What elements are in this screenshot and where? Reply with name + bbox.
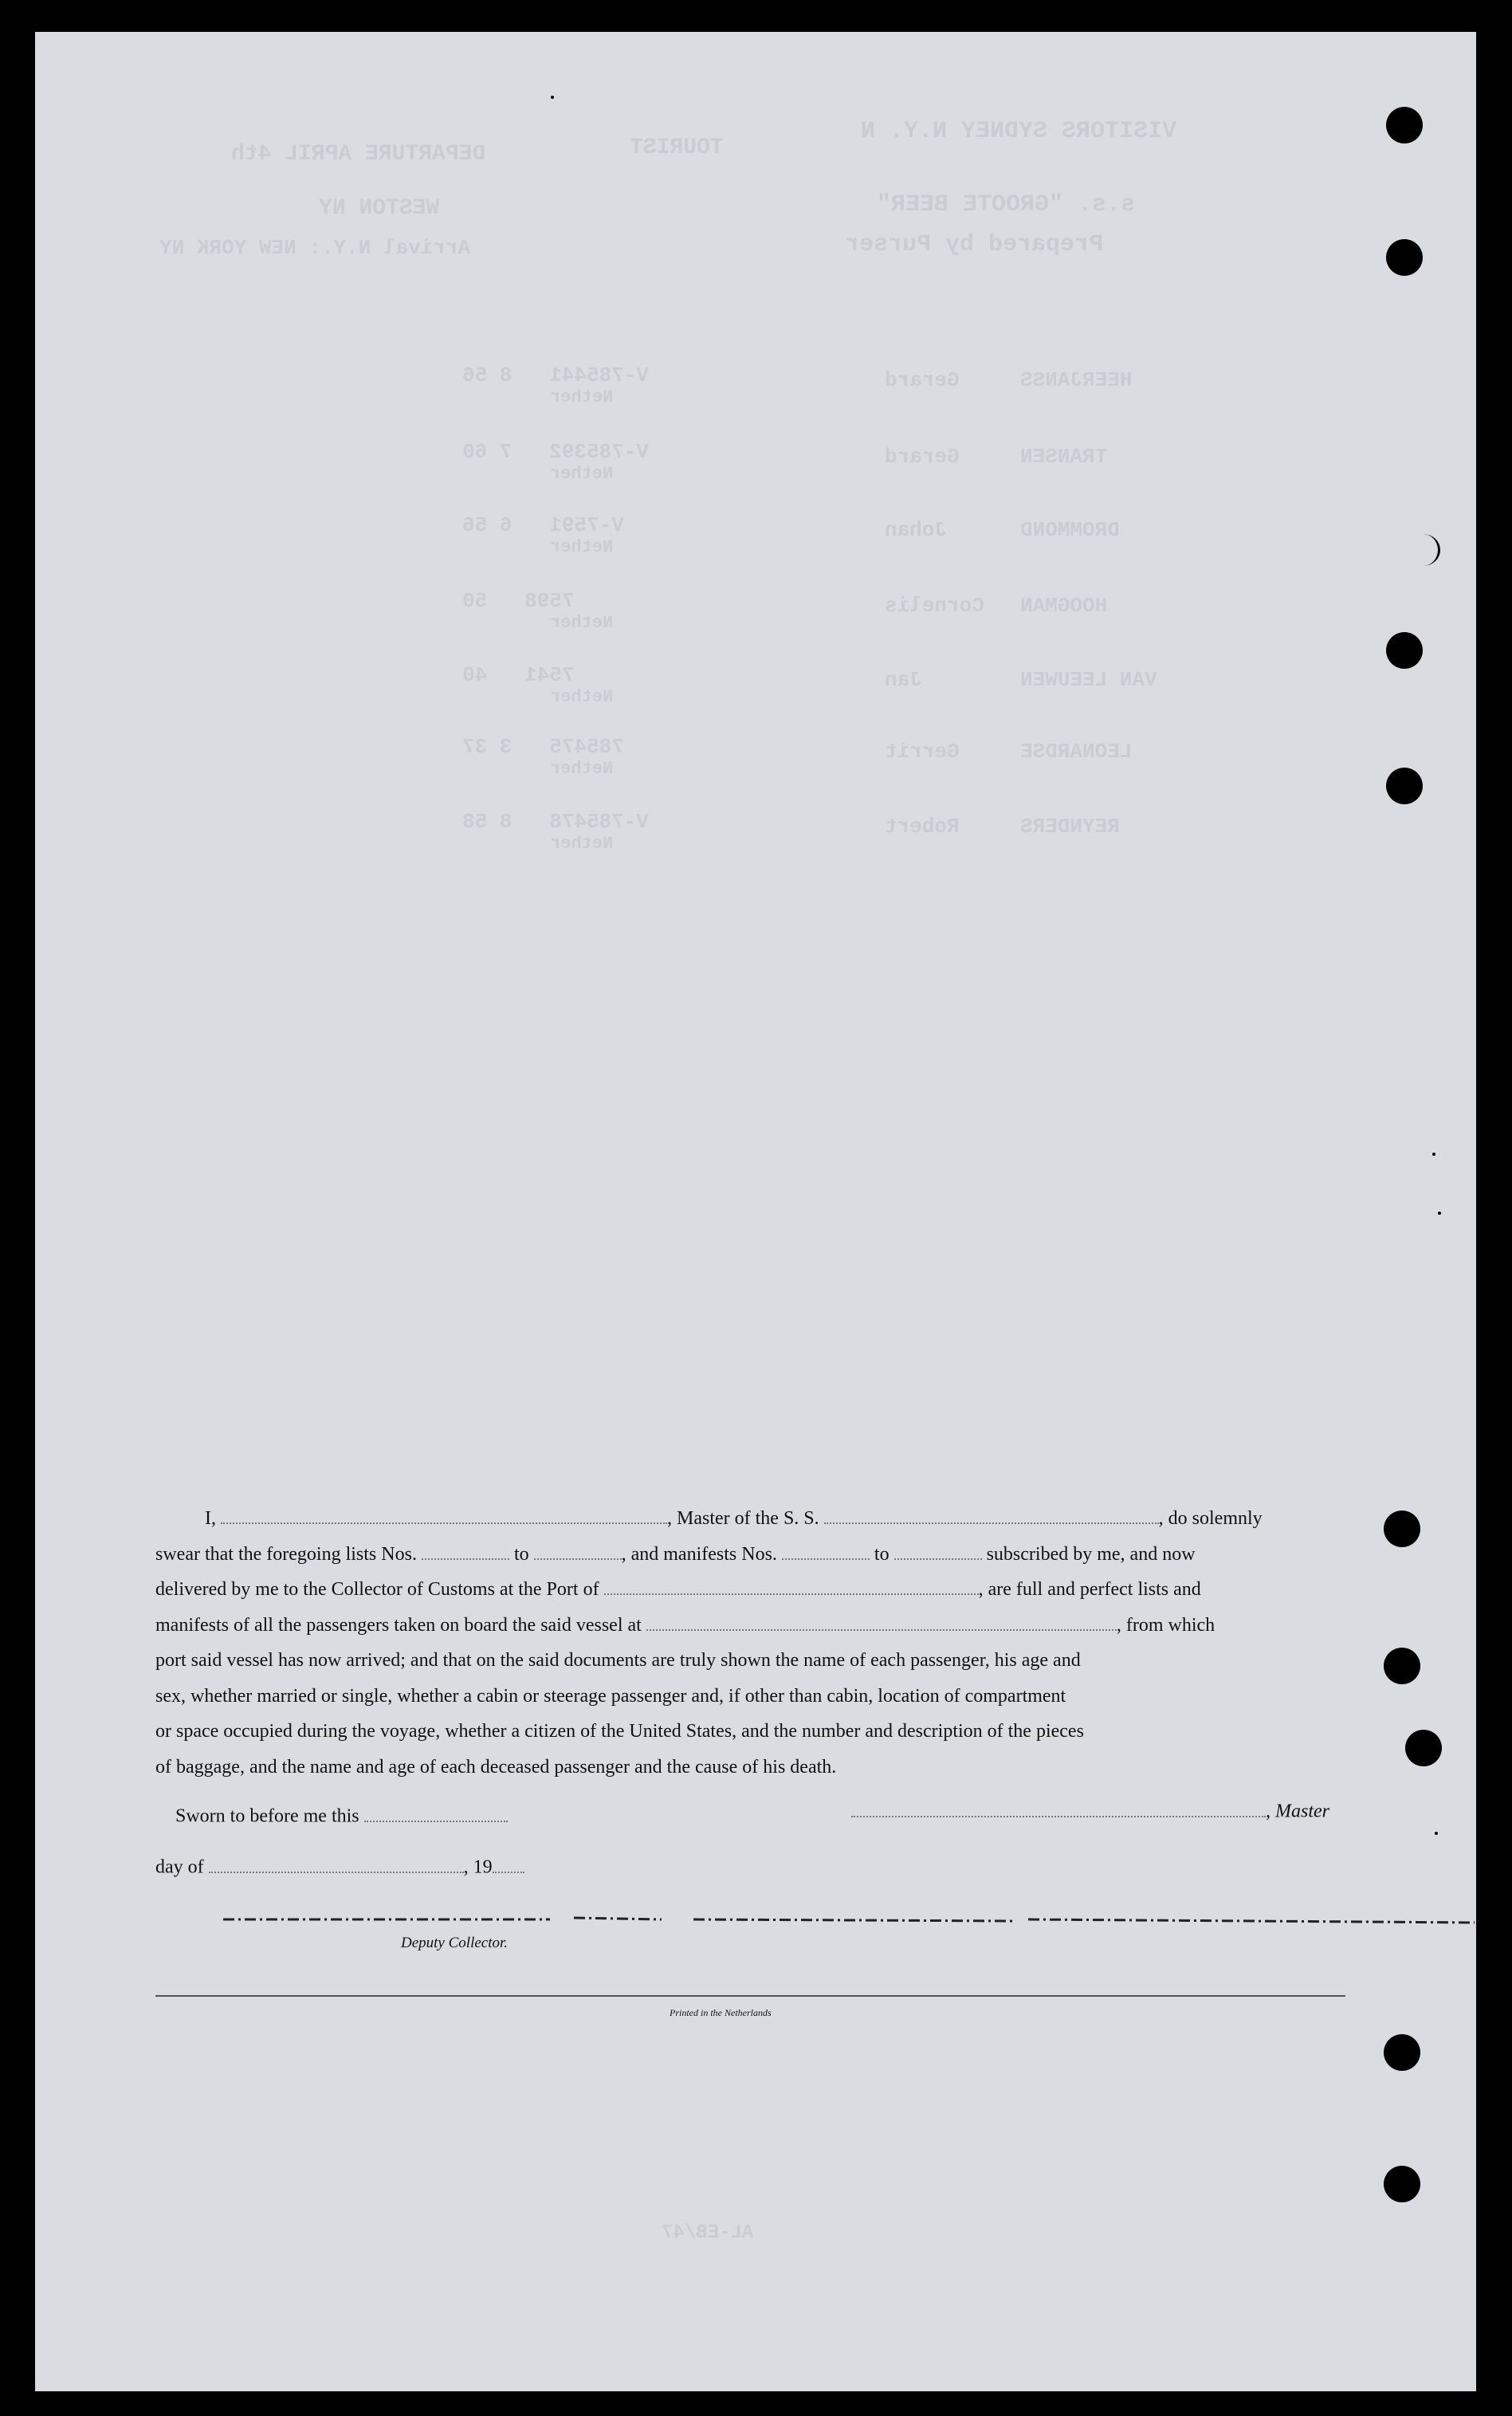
oath-master-of: , Master of the S. S.: [667, 1508, 819, 1529]
bleed-row-doc: V-785478 8 58: [462, 810, 650, 834]
month-blank[interactable]: [209, 1854, 464, 1873]
oath-to1: to: [513, 1543, 529, 1565]
master-name-blank[interactable]: [221, 1505, 667, 1524]
sworn-master: , Master: [1266, 1801, 1329, 1822]
bleed-row-doc: V-7591 6 56: [462, 513, 624, 537]
footer-rule: [155, 1995, 1345, 1997]
punch-hole: [1386, 768, 1423, 804]
bleed-row-sub: Nether: [550, 537, 614, 557]
bleed-row-given: Cornelis: [885, 594, 984, 618]
bleed-row-sub: Nether: [550, 834, 614, 854]
bleed-row-surname: VAN LEEUWEN: [1020, 668, 1157, 692]
deputy-signature-scribble: [215, 1910, 1490, 1929]
sworn-line: [175, 1803, 508, 1828]
bleed-row-surname: HOOGMAN: [1020, 594, 1108, 618]
oath-line7: or space occupied during the voyage, whether a citizen of the United States, and the number and description of the pieces: [155, 1721, 1084, 1742]
bleed-row-doc: 7541 40: [462, 663, 575, 687]
bleed-row-given: Jan: [885, 668, 922, 692]
bleed-header-line1-mid: TOURIST: [630, 136, 724, 160]
list-from-blank[interactable]: [422, 1541, 509, 1560]
oath-from-which: , from which: [1116, 1614, 1215, 1636]
bleed-row-given: Gerard: [885, 368, 960, 392]
oath-to2: to: [874, 1543, 890, 1565]
manifest-from-blank[interactable]: [782, 1541, 870, 1560]
bleed-row-sub: Nether: [550, 387, 614, 407]
punch-hole: [1384, 2166, 1420, 2202]
bleed-row-doc: V-785392 7 60: [462, 440, 650, 464]
oath-paragraph: [155, 1501, 1345, 1785]
deputy-collector-label: Deputy Collector.: [401, 1935, 509, 1951]
bleed-row-sub: Nether: [550, 613, 614, 633]
oath-swear: swear that the foregoing lists Nos.: [155, 1543, 417, 1565]
bleed-header-line2-left: s.s. "GROOTE BEER": [877, 191, 1136, 218]
bleed-row-surname: LEONARDSE: [1020, 740, 1133, 764]
bleed-row-sub: Nether: [550, 687, 614, 707]
bleed-row-sub: Nether: [550, 464, 614, 484]
bleed-footer-code: AL-EB/47: [662, 2222, 754, 2244]
bleed-header-line3-right: Arrival N.Y.: NEW YORK NY: [159, 236, 471, 260]
sworn-day-of: day of: [155, 1856, 204, 1878]
oath-subscribed: subscribed by me, and now: [986, 1543, 1196, 1565]
bleed-row-given: Gerard: [885, 445, 960, 469]
oath-line5: port said vessel has now arrived; and that on the said documents are truly shown the name of each passenger, his age and: [155, 1650, 1081, 1671]
master-signature-blank[interactable]: [851, 1798, 1266, 1817]
bleed-header-line1-left: VISITORS SYDNEY N.Y. N: [861, 118, 1177, 145]
sworn-day-blank[interactable]: [364, 1803, 508, 1822]
speck: [551, 96, 554, 99]
speck: [1435, 1832, 1438, 1835]
oath-and-manifests: , and manifests Nos.: [621, 1543, 777, 1565]
punch-hole: [1386, 239, 1423, 276]
bleed-row-doc: 785475 3 37: [462, 735, 624, 759]
bleed-row-given: Johan: [885, 518, 948, 542]
oath-are-full: , are full and perfect lists and: [978, 1579, 1201, 1600]
bleed-row-surname: TRANSEN: [1020, 445, 1108, 469]
punch-hole: [1386, 107, 1423, 143]
bleed-row-surname: REYNDERS: [1020, 815, 1120, 839]
day-line: [155, 1854, 524, 1879]
port-blank[interactable]: [604, 1576, 979, 1595]
bleed-row-surname: HEERJANSS: [1020, 368, 1133, 392]
list-to-blank[interactable]: [534, 1541, 622, 1560]
punch-hole: [1384, 1648, 1420, 1684]
document-page: [35, 32, 1476, 2391]
master-signature-line: [851, 1798, 1329, 1823]
punch-hole: [1384, 2034, 1420, 2071]
bleed-row-surname: DROMMOND: [1020, 518, 1120, 542]
oath-manifests-all: manifests of all the passengers taken on board the said vessel at: [155, 1614, 642, 1636]
oath-do-solemnly: , do solemnly: [1158, 1508, 1263, 1529]
printed-in-label: Printed in the Netherlands: [670, 2007, 772, 2018]
bleed-header-line2-right: WESTON NY: [319, 196, 440, 221]
bleed-header-line3-left: Prepared by Purser: [845, 231, 1104, 258]
sworn-year: , 19: [463, 1856, 493, 1878]
sworn-label: Sworn to before me this: [175, 1805, 359, 1827]
oath-delivered: delivered by me to the Collector of Customs at the Port of: [155, 1579, 599, 1600]
bleed-row-doc: 7598 50: [462, 589, 575, 613]
boarding-port-blank[interactable]: [646, 1612, 1117, 1631]
partial-hole-mark: [1406, 534, 1440, 566]
year-blank[interactable]: [493, 1854, 524, 1873]
oath-line6: sex, whether married or single, whether a cabin or steerage passenger and, if other than cabin, location of compartment: [155, 1685, 1066, 1707]
punch-hole: [1405, 1730, 1442, 1766]
punch-hole: [1384, 1510, 1420, 1547]
bleed-row-doc: V-785441 8 56: [462, 363, 650, 387]
bleed-row-given: Robert: [885, 815, 960, 839]
oath-line8: of baggage, and the name and age of each deceased passenger and the cause of his death.: [155, 1756, 837, 1778]
speck: [1438, 1212, 1441, 1215]
bleed-header-line1-right: DEPARTURE APRIL 4th: [231, 142, 486, 167]
manifest-to-blank[interactable]: [894, 1541, 982, 1560]
ship-name-blank[interactable]: [824, 1505, 1159, 1524]
bleed-row-sub: Nether: [550, 759, 614, 779]
speck: [1432, 1153, 1435, 1156]
punch-hole: [1386, 632, 1423, 669]
oath-i: I,: [205, 1508, 216, 1529]
bleed-row-given: Gerrit: [885, 740, 960, 764]
